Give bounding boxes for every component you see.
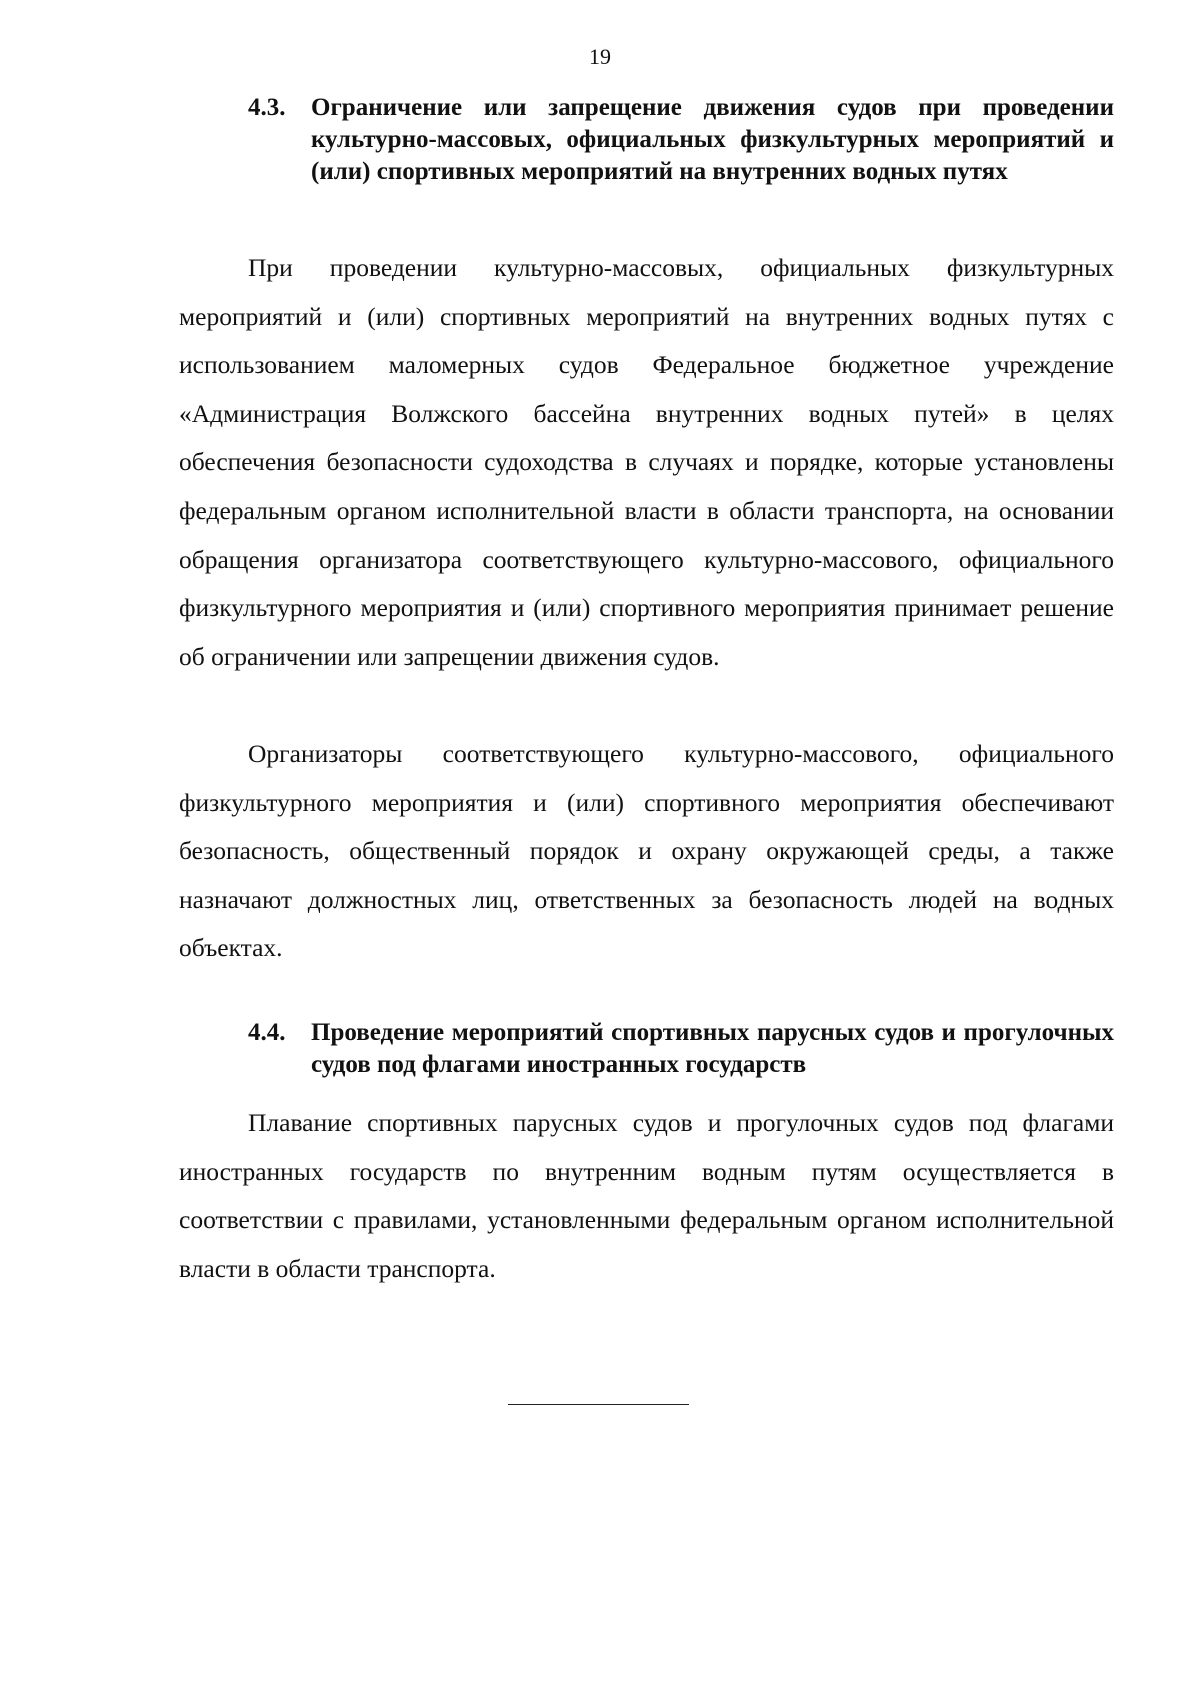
section-number: 4.4. <box>248 1019 286 1046</box>
section-title: Проведение мероприятий спортивных парусных судов и прогулочных судов под флагами иностранных государств <box>311 1019 1114 1078</box>
paragraph: При проведении культурно-массовых, официальных физкультурных мероприятий и (или) спортивных мероприятий на внутренних водных путях с использованием маломерных судов Федеральное бюджетное учреждение «Администрация Волжского бассейна внутренних водных путей» в целях обеспечения безопасности судоходства в случаях и порядке, которые установлены федеральным органом исполнительной власти в области транспорта, на основании обращения организатора соответствующего культурно-массового, официального физкультурного мероприятия и (или) спортивного мероприятия принимает решение об ограничении или запрещении движения судов. <box>179 253 1114 671</box>
section-title: Ограничение или запрещение движения судов при проведении культурно-массовых, официальных физкультурных мероприятий и (или) спортивных мероприятий на внутренних водных путях <box>311 94 1114 185</box>
section-heading-4-3 <box>248 92 1114 188</box>
end-separator-line <box>508 1404 689 1405</box>
paragraph: Плавание спортивных парусных судов и прогулочных судов под флагами иностранных государств по внутренним водным путям осуществляется в соответствии с правилами, установленными федеральным органом исполнительной власти в области транспорта. <box>179 1108 1114 1283</box>
section-heading-4-4 <box>248 1017 1114 1081</box>
section-number: 4.3. <box>248 94 286 121</box>
paragraph: Организаторы соответствующего культурно-массового, официального физкультурного мероприятия и (или) спортивного мероприятия обеспечивают безопасность, общественный порядок и охрану окружающей среды, а также назначают должностных лиц, ответственных за безопасность людей на водных объектах. <box>179 739 1114 963</box>
page-number: 19 <box>589 44 611 69</box>
